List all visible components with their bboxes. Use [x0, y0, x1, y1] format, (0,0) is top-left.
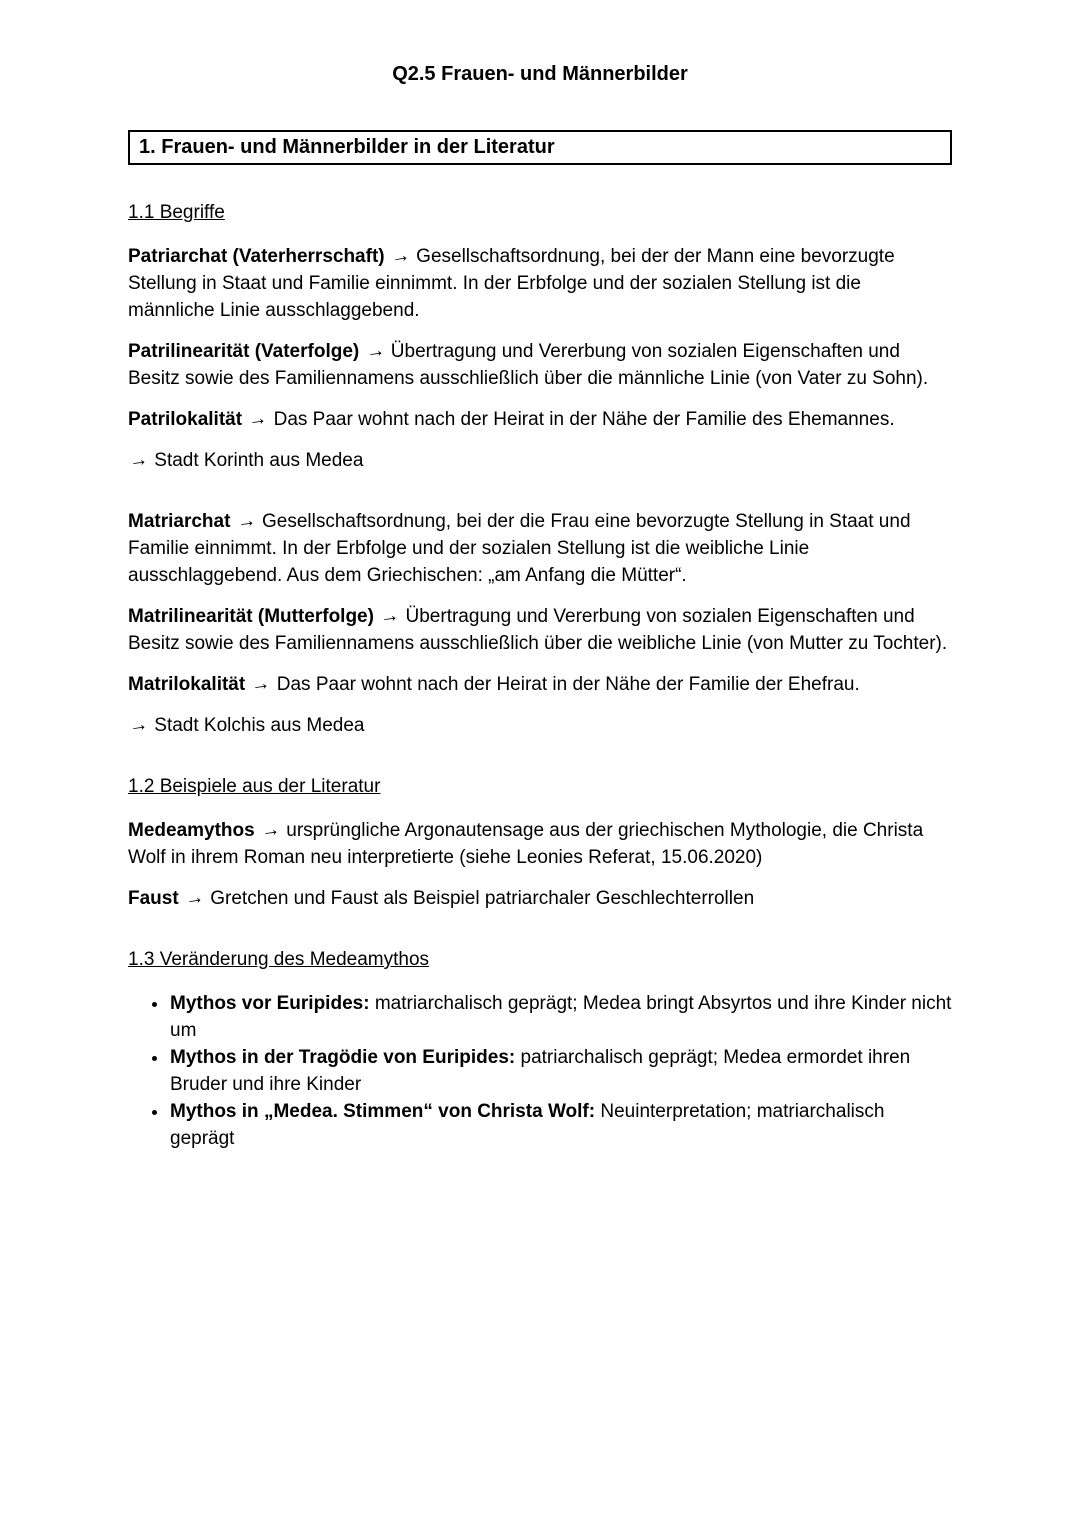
definition-term: Patrilinearität (Vaterfolge) — [128, 341, 360, 362]
arrow-icon: → — [364, 339, 386, 364]
definition-term: Matrilinearität (Mutterfolge) — [128, 606, 374, 627]
boxed-section-heading: 1. Frauen- und Männerbilder in der Literatur — [128, 130, 952, 165]
definition-entry-matriarchat — [128, 508, 952, 589]
definition-term: Patrilokalität — [128, 409, 243, 430]
definition-text: Gesellschaftsordnung, bei der der Mann eine bevorzugte Stellung in Staat und Familie einnimmt. In der Erbfolge und der sozialen Stellung ist die männliche Linie ausschlaggebend. — [128, 246, 895, 321]
definition-entry-patrilokalitaet — [128, 406, 952, 433]
definition-entry-matrilokalitaet — [128, 671, 952, 698]
note-kolchis — [128, 712, 952, 739]
definition-entry-faust — [128, 885, 952, 912]
definition-text: Das Paar wohnt nach der Heirat in der Nähe der Familie der Ehefrau. — [276, 674, 860, 695]
arrow-icon: → — [259, 818, 282, 843]
note-text: Stadt Korinth aus Medea — [154, 450, 364, 471]
definition-text: Gesellschaftsordnung, bei der die Frau eine bevorzugte Stellung in Staat und Familie einnimmt. In der Erbfolge und der sozialen Stellung ist die weibliche Linie ausschlaggebend. Aus dem Griechischen: „am Anfang die Mütter“. — [128, 511, 911, 586]
definition-text: Gretchen und Faust als Beispiel patriarchaler Geschlechterrollen — [210, 888, 755, 909]
definition-text: ursprüngliche Argonautensage aus der griechischen Mythologie, die Christa Wolf in ihrem Roman neu interpretierte (siehe Leonies Referat, 15.06.2020) — [128, 820, 924, 868]
note-korinth — [128, 447, 952, 474]
arrow-icon: → — [389, 244, 412, 269]
section-heading-veraenderung: 1.3 Veränderung des Medeamythos — [128, 949, 430, 970]
note-text: Stadt Kolchis aus Medea — [154, 715, 365, 736]
definition-term: Patriarchat (Vaterherrschaft) — [128, 246, 385, 267]
list-item-term: Mythos vor Euripides: — [170, 993, 370, 1014]
section-heading-begriffe: 1.1 Begriffe — [128, 202, 225, 223]
definition-entry-patriarchat — [128, 243, 952, 324]
definition-entry-medeamythos — [128, 817, 952, 871]
arrow-icon: → — [250, 672, 272, 697]
definition-text: Übertragung und Vererbung von sozialen Eigenschaften und Besitz sowie des Familiennamens ausschließlich über die männliche Linie (von Vater zu Sohn). — [128, 341, 929, 389]
list-item-term: Mythos in „Medea. Stimmen“ von Christa Wolf: — [170, 1101, 596, 1122]
page-title: Q2.5 Frauen- und Männerbilder — [392, 63, 688, 85]
arrow-icon: → — [246, 407, 269, 432]
definition-term: Faust — [128, 888, 179, 909]
list-item — [169, 1098, 952, 1152]
definition-term: Matrilokalität — [128, 674, 246, 695]
list-item — [169, 1044, 952, 1098]
arrow-icon: → — [235, 509, 258, 534]
list-item-text: patriarchalisch geprägt; Medea ermordet ihren Bruder und ihre Kinder — [170, 1047, 911, 1095]
arrow-icon: → — [378, 604, 401, 629]
definition-text: Das Paar wohnt nach der Heirat in der Nähe der Familie des Ehemannes. — [273, 409, 895, 430]
list-item-text: matriarchalisch geprägt; Medea bringt Absyrtos und ihre Kinder nicht um — [170, 993, 952, 1041]
list-item — [169, 990, 952, 1044]
definition-term: Medeamythos — [128, 820, 255, 841]
definition-entry-patrilinearitaet — [128, 338, 952, 392]
list-item-text: Neuinterpretation; matriarchalisch geprägt — [170, 1101, 885, 1149]
arrow-icon: → — [127, 713, 150, 738]
definition-text: Übertragung und Vererbung von sozialen Eigenschaften und Besitz sowie des Familiennamens ausschließlich über die weibliche Linie (von Mutter zu Tochter). — [128, 606, 948, 654]
list-item-term: Mythos in der Tragödie von Euripides: — [170, 1047, 516, 1068]
arrow-icon: → — [183, 886, 206, 911]
medea-myth-change-list — [128, 990, 952, 1152]
arrow-icon: → — [127, 448, 150, 473]
section-heading-beispiele: 1.2 Beispiele aus der Literatur — [128, 776, 381, 797]
definition-entry-matrilinearitaet — [128, 603, 952, 657]
definition-term: Matriarchat — [128, 511, 231, 532]
